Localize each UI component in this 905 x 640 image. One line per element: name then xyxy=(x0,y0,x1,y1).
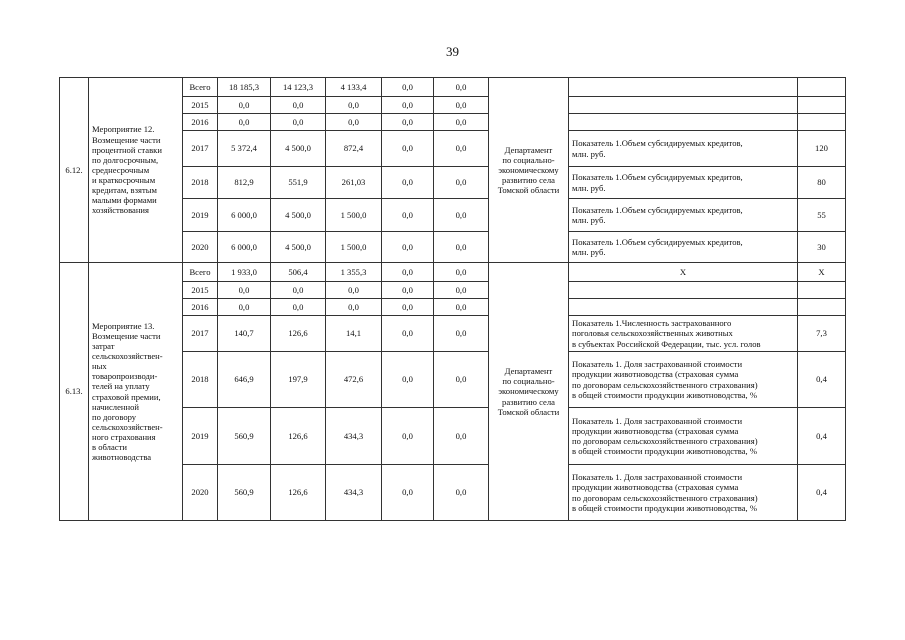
result-value-cell: 0,4 xyxy=(798,465,846,521)
value-cell: 1 500,0 xyxy=(326,232,382,263)
value-cell: 1 933,0 xyxy=(218,263,271,282)
value-cell: 0,0 xyxy=(382,282,434,299)
department-cell: Департамент по социально- экономическому развитию села Томской области xyxy=(489,78,569,263)
value-cell: 0,0 xyxy=(382,114,434,131)
value-cell: 551,9 xyxy=(271,167,326,199)
value-cell: 126,6 xyxy=(271,408,326,465)
result-value-cell: 55 xyxy=(798,199,846,232)
indicator-cell xyxy=(569,97,798,114)
year-cell: 2020 xyxy=(183,232,218,263)
result-value-cell xyxy=(798,97,846,114)
indicator-cell: Показатель 1.Объем субсидируемых кредитов, млн. руб. xyxy=(569,232,798,263)
event-name: Мероприятие 12. Возмещение части процентной ставки по долгосрочным, среднесрочным и краткосрочным кредитам, взятым малыми формами хозяйствования xyxy=(89,78,183,263)
value-cell: 0,0 xyxy=(434,97,489,114)
value-cell: 506,4 xyxy=(271,263,326,282)
value-cell: 872,4 xyxy=(326,131,382,167)
year-cell: 2016 xyxy=(183,114,218,131)
indicator-cell: Показатель 1. Доля застрахованной стоимости продукции животноводства (страховая сумма по договорам сельскохозяйственного страхования) в общей стоимости продукции животноводства, % xyxy=(569,352,798,408)
value-cell: 0,0 xyxy=(434,316,489,352)
value-cell: 0,0 xyxy=(271,282,326,299)
value-cell: 14,1 xyxy=(326,316,382,352)
value-cell: 0,0 xyxy=(271,114,326,131)
value-cell: 0,0 xyxy=(271,97,326,114)
value-cell: 0,0 xyxy=(326,114,382,131)
year-cell: 2017 xyxy=(183,131,218,167)
table-row xyxy=(60,78,846,97)
value-cell: 0,0 xyxy=(434,282,489,299)
value-cell: 0,0 xyxy=(434,114,489,131)
value-cell: 646,9 xyxy=(218,352,271,408)
value-cell: 0,0 xyxy=(218,282,271,299)
value-cell: 0,0 xyxy=(434,465,489,521)
value-cell: 472,6 xyxy=(326,352,382,408)
result-value-cell: 7,3 xyxy=(798,316,846,352)
value-cell: 261,03 xyxy=(326,167,382,199)
indicator-cell: Показатель 1.Численность застрахованного поголовья сельскохозяйственных животных в субъектах Российской Федерации, тыс. усл. голов xyxy=(569,316,798,352)
value-cell: 4 500,0 xyxy=(271,199,326,232)
result-value-cell xyxy=(798,282,846,299)
result-value-cell xyxy=(798,114,846,131)
value-cell: 0,0 xyxy=(382,465,434,521)
value-cell: 0,0 xyxy=(326,97,382,114)
indicator-cell: Показатель 1. Доля застрахованной стоимости продукции животноводства (страховая сумма по договорам сельскохозяйственного страхования) в общей стоимости продукции животноводства, % xyxy=(569,465,798,521)
value-cell: 126,6 xyxy=(271,465,326,521)
year-cell: 2019 xyxy=(183,199,218,232)
table-row xyxy=(60,263,846,282)
value-cell: 0,0 xyxy=(382,299,434,316)
indicator-cell xyxy=(569,78,798,97)
result-value-cell: 120 xyxy=(798,131,846,167)
year-cell: Всего xyxy=(183,78,218,97)
event-name: Мероприятие 13. Возмещение части затрат сельскохозяйствен- ных товаропроизводи- телей на уплату страховой премии, начисленной по договору сельскохозяйствен- ного страхования в области животноводства xyxy=(89,263,183,521)
year-cell: 2017 xyxy=(183,316,218,352)
indicator-cell: Показатель 1. Доля застрахованной стоимости продукции животноводства (страховая сумма по договорам сельскохозяйственного страхования) в общей стоимости продукции животноводства, % xyxy=(569,408,798,465)
result-value-cell: 30 xyxy=(798,232,846,263)
value-cell: 4 500,0 xyxy=(271,131,326,167)
section-number: 6.12. xyxy=(60,78,89,263)
value-cell: 0,0 xyxy=(382,199,434,232)
year-cell: 2016 xyxy=(183,299,218,316)
value-cell: 4 133,4 xyxy=(326,78,382,97)
value-cell: 0,0 xyxy=(382,263,434,282)
value-cell: 6 000,0 xyxy=(218,232,271,263)
value-cell: 197,9 xyxy=(271,352,326,408)
value-cell: 812,9 xyxy=(218,167,271,199)
value-cell: 0,0 xyxy=(434,167,489,199)
value-cell: 14 123,3 xyxy=(271,78,326,97)
result-value-cell: 0,4 xyxy=(798,352,846,408)
indicator-cell xyxy=(569,299,798,316)
value-cell: 0,0 xyxy=(434,263,489,282)
result-value-cell: 0,4 xyxy=(798,408,846,465)
value-cell: 6 000,0 xyxy=(218,199,271,232)
year-cell: 2018 xyxy=(183,167,218,199)
value-cell: 4 500,0 xyxy=(271,232,326,263)
year-cell: 2015 xyxy=(183,282,218,299)
result-value-cell: X xyxy=(798,263,846,282)
value-cell: 0,0 xyxy=(382,131,434,167)
value-cell: 560,9 xyxy=(218,408,271,465)
value-cell: 0,0 xyxy=(382,316,434,352)
value-cell: 0,0 xyxy=(382,167,434,199)
value-cell: 0,0 xyxy=(382,232,434,263)
indicator-cell xyxy=(569,114,798,131)
value-cell: 0,0 xyxy=(382,97,434,114)
result-value-cell xyxy=(798,78,846,97)
year-cell: 2019 xyxy=(183,408,218,465)
value-cell: 0,0 xyxy=(218,97,271,114)
indicator-cell: Показатель 1.Объем субсидируемых кредитов, млн. руб. xyxy=(569,199,798,232)
section-number: 6.13. xyxy=(60,263,89,521)
value-cell: 1 355,3 xyxy=(326,263,382,282)
year-cell: 2020 xyxy=(183,465,218,521)
year-cell: 2015 xyxy=(183,97,218,114)
value-cell: 5 372,4 xyxy=(218,131,271,167)
program-table xyxy=(59,77,846,521)
value-cell: 140,7 xyxy=(218,316,271,352)
year-cell: 2018 xyxy=(183,352,218,408)
value-cell: 18 185,3 xyxy=(218,78,271,97)
result-value-cell xyxy=(798,299,846,316)
value-cell: 434,3 xyxy=(326,408,382,465)
value-cell: 434,3 xyxy=(326,465,382,521)
value-cell: 1 500,0 xyxy=(326,199,382,232)
value-cell: 0,0 xyxy=(271,299,326,316)
value-cell: 0,0 xyxy=(326,282,382,299)
value-cell: 0,0 xyxy=(434,232,489,263)
value-cell: 0,0 xyxy=(382,78,434,97)
value-cell: 0,0 xyxy=(434,408,489,465)
value-cell: 126,6 xyxy=(271,316,326,352)
value-cell: 0,0 xyxy=(382,408,434,465)
value-cell: 560,9 xyxy=(218,465,271,521)
value-cell: 0,0 xyxy=(382,352,434,408)
value-cell: 0,0 xyxy=(434,131,489,167)
value-cell: 0,0 xyxy=(326,299,382,316)
year-cell: Всего xyxy=(183,263,218,282)
result-value-cell: 80 xyxy=(798,167,846,199)
indicator-cell: Показатель 1.Объем субсидируемых кредитов, млн. руб. xyxy=(569,131,798,167)
indicator-cell: X xyxy=(569,263,798,282)
indicator-cell xyxy=(569,282,798,299)
value-cell: 0,0 xyxy=(434,78,489,97)
department-cell: Департамент по социально- экономическому развитию села Томской области xyxy=(489,263,569,521)
value-cell: 0,0 xyxy=(434,199,489,232)
value-cell: 0,0 xyxy=(434,299,489,316)
value-cell: 0,0 xyxy=(218,114,271,131)
value-cell: 0,0 xyxy=(218,299,271,316)
page-number: 39 xyxy=(446,44,459,59)
indicator-cell: Показатель 1.Объем субсидируемых кредитов, млн. руб. xyxy=(569,167,798,199)
value-cell: 0,0 xyxy=(434,352,489,408)
